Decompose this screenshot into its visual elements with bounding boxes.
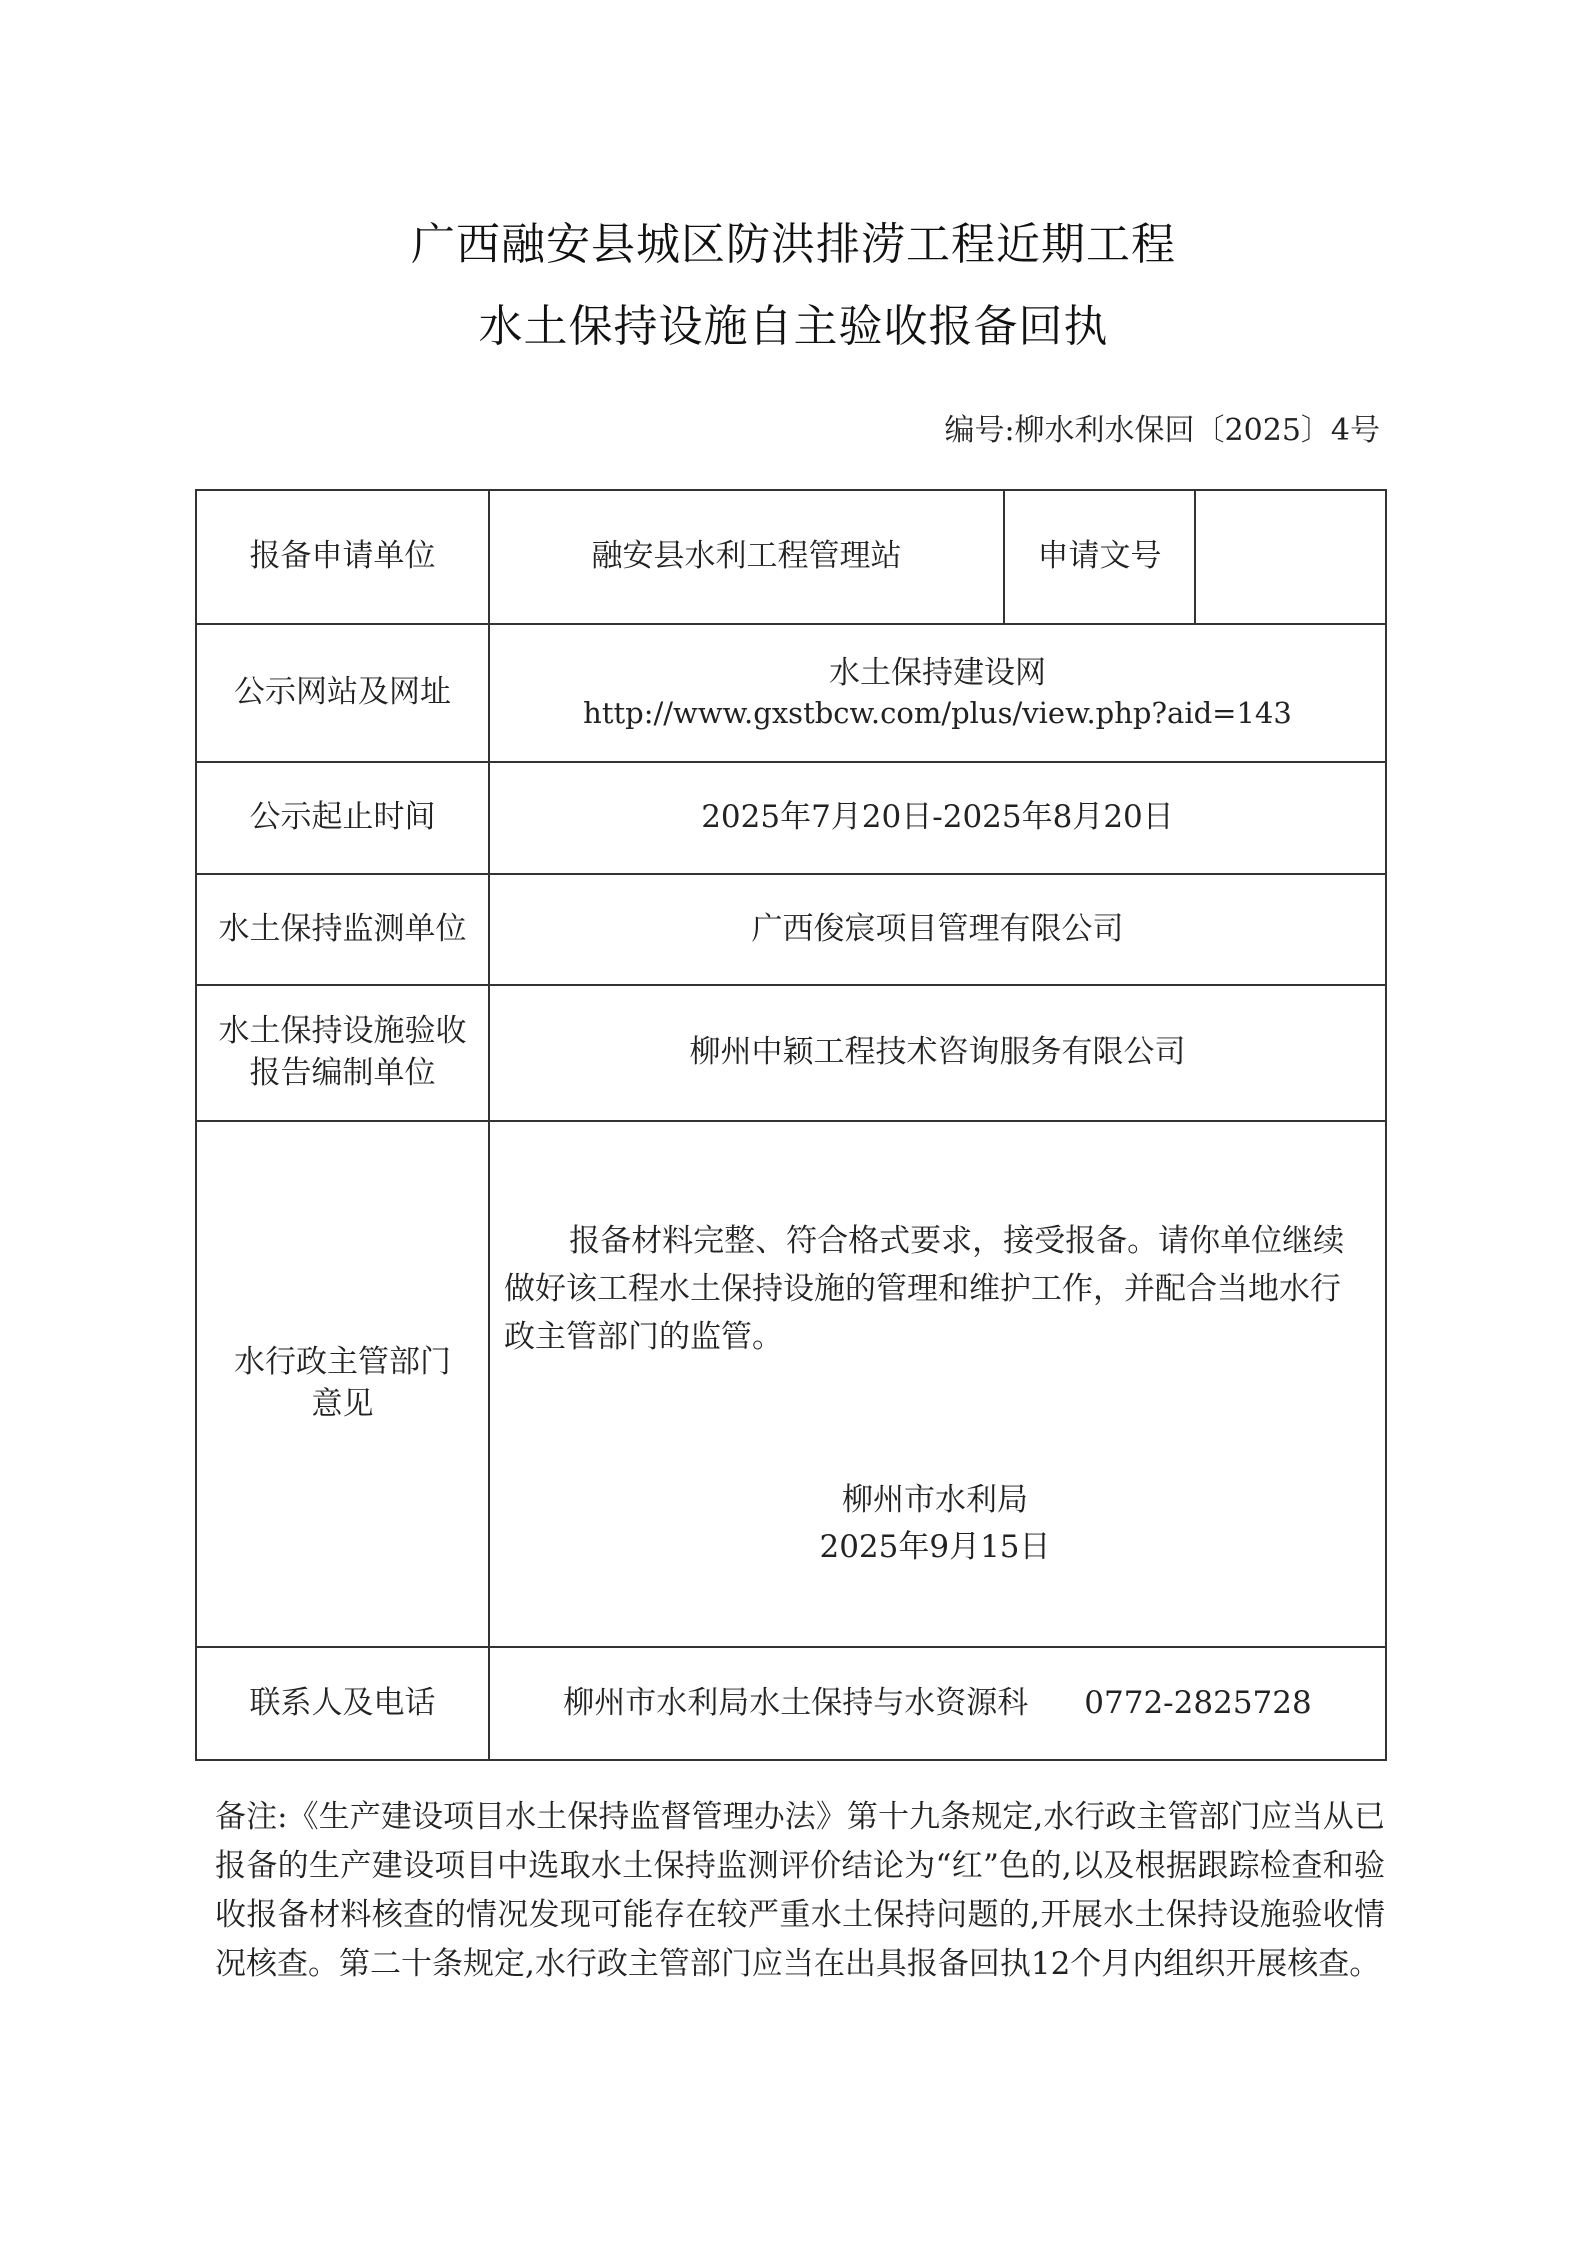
table-row-opinion [196, 1121, 1386, 1647]
contact-department: 柳州市水利局水土保持与水资源科 [563, 1684, 1029, 1721]
table-row-monitor [196, 874, 1386, 985]
table-row-applicant [196, 490, 1386, 624]
period-value: 2025年7月20日-2025年8月20日 [489, 762, 1386, 874]
footnote: 备注:《生产建设项目水土保持监督管理办法》第十九条规定,水行政主管部门应当从已报备的生产建设项目中选取水土保持监测评价结论为“红”色的,以及根据跟踪检查和验收报备材料核查的情况发现可能存在较严重水土保持问题的,开展水土保持设施验收情况核查。第二十条规定,水行政主管部门应当在出具报备回执12个月内组织开展核查。 [215, 1799, 1385, 1982]
opinion-date: 2025年9月15日 [819, 1528, 1051, 1565]
opinion-cell [489, 1121, 1386, 1647]
table-row-period [196, 762, 1386, 874]
website-cell [489, 624, 1386, 762]
applicant-label: 报备申请单位 [196, 490, 489, 624]
contact-phone: 0772-2825728 [1084, 1684, 1312, 1721]
opinion-text: 报备材料完整、符合格式要求，接受报备。请你单位继续做好该工程水土保持设施的管理和维护工作，并配合当地水行政主管部门的监管。 [504, 1223, 1345, 1356]
applicant-value: 融安县水利工程管理站 [489, 490, 1004, 624]
document-title-line1: 广西融安县城区防洪排涝工程近期工程 [411, 219, 1176, 270]
report-label [196, 985, 489, 1121]
report-label-line1: 水土保持设施验收 [218, 1013, 467, 1050]
opinion-signature [490, 1477, 1100, 1570]
monitor-value: 广西俊宸项目管理有限公司 [489, 874, 1386, 985]
website-label: 公示网站及网址 [196, 624, 489, 762]
document-number: 编号:柳水利水保回〔2025〕4号 [944, 413, 1380, 448]
website-name: 水土保持建设网 [829, 654, 1046, 691]
document-title-line2: 水土保持设施自主验收报备回执 [478, 301, 1109, 352]
opinion-org: 柳州市水利局 [842, 1482, 1028, 1518]
filing-receipt-table [195, 489, 1387, 1761]
application-number-value [1195, 490, 1386, 624]
monitor-label: 水土保持监测单位 [196, 874, 489, 985]
period-label: 公示起止时间 [196, 762, 489, 874]
application-number-label: 申请文号 [1004, 490, 1195, 624]
contact-label: 联系人及电话 [196, 1647, 489, 1760]
report-value: 柳州中颖工程技术咨询服务有限公司 [489, 985, 1386, 1121]
website-url: http://www.gxstbcw.com/plus/view.php?aid=143 [583, 696, 1292, 731]
table-row-contact [196, 1647, 1386, 1760]
opinion-label [196, 1121, 489, 1647]
report-label-line2: 报告编制单位 [249, 1055, 436, 1091]
contact-value [489, 1647, 1386, 1760]
opinion-label-line1: 水行政主管部门 [234, 1344, 451, 1381]
table-row-website [196, 624, 1386, 762]
table-row-report [196, 985, 1386, 1121]
opinion-label-line2: 意见 [311, 1386, 374, 1422]
